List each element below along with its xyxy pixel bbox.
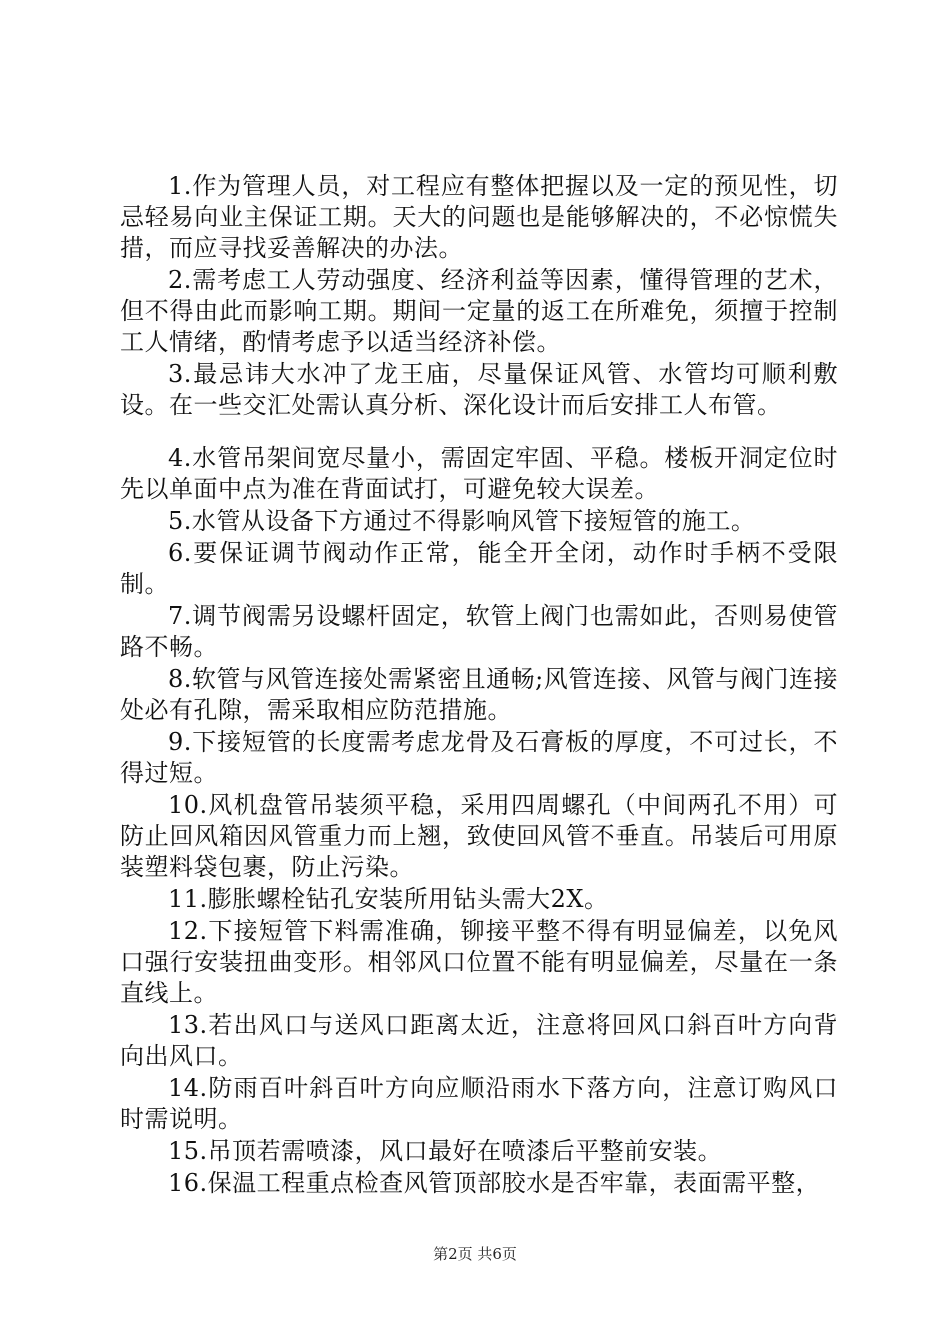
paragraph-14: 14.防雨百叶斜百叶方向应顺沿雨水下落方向，注意订购风口时需说明。 [120, 1074, 838, 1133]
page-footer [0, 1243, 950, 1264]
paragraph-2: 2.需考虑工人劳动强度、经济利益等因素，懂得管理的艺术，但不得由此而影响工期。期间一定量的返工在所难免，须擅于控制工人情绪，酌情考虑予以适当经济补偿。 [120, 266, 838, 356]
paragraph-1: 1.作为管理人员，对工程应有整体把握以及一定的预见性，切忌轻易向业主保证工期。天大的问题也是能够解决的，不必惊慌失措，而应寻找妥善解决的办法。 [120, 172, 838, 262]
paragraph-15: 15.吊顶若需喷漆，风口最好在喷漆后平整前安装。 [168, 1137, 723, 1165]
page-number: 第2页 共6页 [433, 1245, 517, 1263]
paragraph-11: 11.膨胀螺栓钻孔安装所用钻头需大2X。 [168, 885, 609, 913]
paragraph-3: 3.最忌讳大水冲了龙王庙，尽量保证风管、水管均可顺利敷设。在一些交汇处需认真分析、深化设计而后安排工人布管。 [120, 360, 838, 419]
document-body [120, 171, 838, 1200]
paragraph-8: 8.软管与风管连接处需紧密且通畅;风管连接、风管与阀门连接处必有孔隙，需采取相应防范措施。 [120, 665, 838, 724]
paragraph-4: 4.水管吊架间宽尽量小，需固定牢固、平稳。楼板开洞定位时先以单面中点为准在背面试打，可避免较大误差。 [120, 444, 838, 503]
paragraph-12: 12.下接短管下料需准确，铆接平整不得有明显偏差，以免风口强行安装扭曲变形。相邻风口位置不能有明显偏差，尽量在一条直线上。 [120, 917, 838, 1007]
paragraph-6: 6.要保证调节阀动作正常，能全开全闭，动作时手柄不受限制。 [120, 539, 838, 598]
paragraph-9: 9.下接短管的长度需考虑龙骨及石膏板的厚度，不可过长，不得过短。 [120, 728, 838, 787]
paragraph-10: 10.风机盘管吊装须平稳，采用四周螺孔（中间两孔不用）可防止回风箱因风管重力而上翘，致使回风管不垂直。吊装后可用原装塑料袋包裹，防止污染。 [120, 791, 838, 881]
paragraph-5: 5.水管从设备下方通过不得影响风管下接短管的施工。 [168, 507, 756, 535]
paragraph-16: 16.保温工程重点检查风管顶部胶水是否牢靠，表面需平整， [168, 1169, 821, 1197]
paragraph-7: 7.调节阀需另设螺杆固定，软管上阀门也需如此，否则易使管路不畅。 [120, 602, 838, 661]
paragraph-13: 13.若出风口与送风口距离太近，注意将回风口斜百叶方向背向出风口。 [120, 1011, 838, 1070]
